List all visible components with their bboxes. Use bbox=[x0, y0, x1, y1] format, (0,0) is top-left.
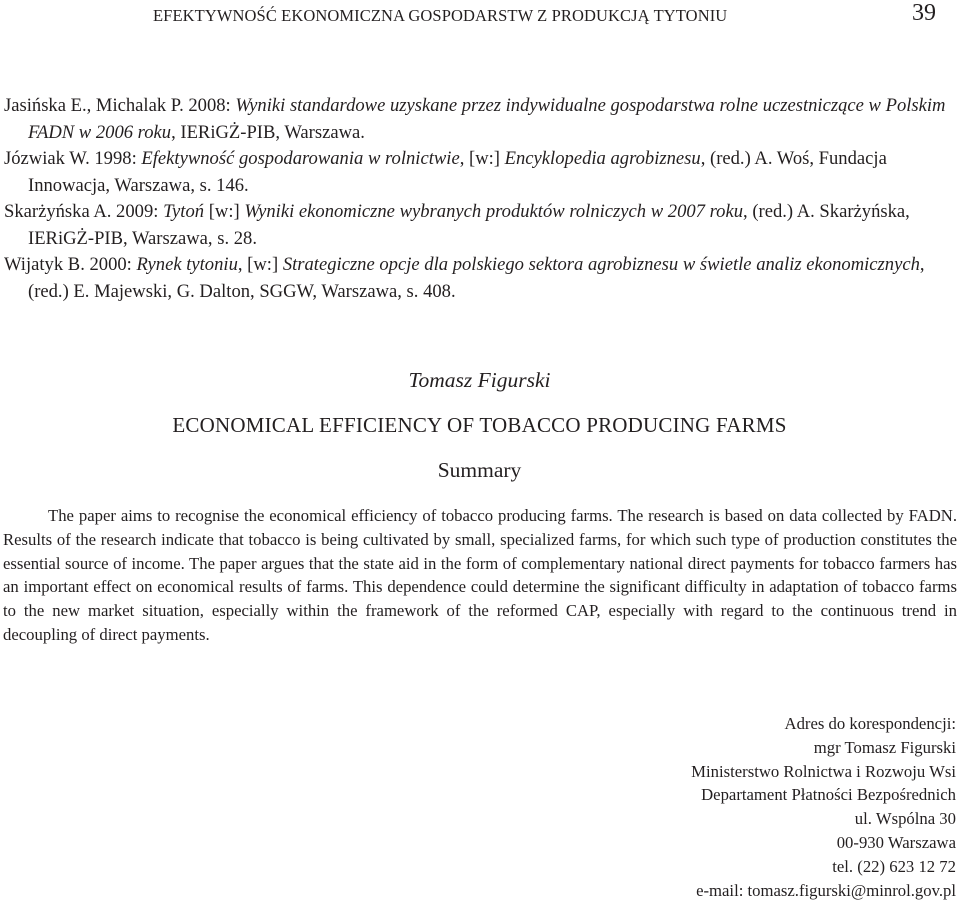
reference-title: Tytoń bbox=[163, 201, 205, 222]
reference-title2: Strategiczne opcje dla polskiego sektora agrobiznesu w świetle analiz ekonomicznych bbox=[282, 254, 920, 275]
address-line: mgr Tomasz Figurski bbox=[813, 737, 956, 757]
reference-tail: , (red.) A. Skarżyńska, IERiGŻ-PIB, Warszawa, s. 28. bbox=[28, 201, 910, 249]
reference-mid: , [w:] bbox=[237, 254, 283, 275]
address-line: tel. (22) 623 12 72 bbox=[832, 856, 956, 876]
reference-lead: Skarżyńska A. 2009: bbox=[4, 201, 164, 222]
address-line: Departament Płatności Bezpośrednich bbox=[701, 785, 956, 805]
address-line: ul. Wspólna 30 bbox=[854, 809, 956, 829]
correspondence-address bbox=[456, 712, 956, 902]
address-line: Ministerstwo Rolnictwa i Rozwoju Wsi bbox=[691, 761, 956, 781]
reference-item bbox=[4, 199, 954, 252]
page-number: 39 bbox=[912, 0, 936, 26]
address-email: e-mail: tomasz.figurski@minrol.gov.pl bbox=[696, 880, 956, 900]
reference-lead: Józwiak W. 1998: bbox=[4, 148, 142, 169]
reference-tail: , (red.) A. Woś, Fundacja Innowacja, Warszawa, s. 146. bbox=[28, 148, 887, 196]
reference-lead: Wijatyk B. 2000: bbox=[4, 254, 137, 275]
reference-mid: [w:] bbox=[204, 201, 245, 222]
page-header bbox=[0, 0, 959, 40]
reference-item bbox=[4, 252, 954, 305]
summary-author: Tomasz Figurski bbox=[408, 368, 551, 392]
reference-item bbox=[4, 93, 954, 146]
running-title: EFEKTYWNOŚĆ EKONOMICZNA GOSPODARSTW Z PRODUKCJĄ TYTONIU bbox=[153, 6, 728, 25]
reference-mid: , IERiGŻ-PIB, Warszawa. bbox=[171, 121, 365, 143]
reference-title: Efektywność gospodarowania w rolnictwie bbox=[141, 148, 460, 169]
reference-item bbox=[4, 146, 954, 199]
summary-heading: Summary bbox=[437, 458, 522, 482]
reference-mid: , [w:] bbox=[459, 148, 505, 169]
reference-lead: Jasińska E., Michalak P. 2008: bbox=[4, 95, 236, 116]
reference-title2: Wyniki ekonomiczne wybranych produktów rolniczych w 2007 roku bbox=[244, 201, 744, 222]
reference-title: Wyniki standardowe uzyskane przez indywidualne gospodarstwa rolne uczestniczące w Polskim FADN w 2006 roku bbox=[28, 95, 946, 143]
summary-text: The paper aims to recognise the economical efficiency of tobacco producing farms. The research is based on data collected by FADN. Results of the research indicate that tobacco is being cultivated by small, specialized farms, for which such type of production constitutes the essential source of income. The paper argues that the state aid in the form of complementary national direct payments for tobacco farmers has an important effect on economical results of farms. This dependence could determine the significant difficulty in adaptation of tobacco farms to the new market situation, especially within the framework of the reformed CAP, especially with regard to the continuous trend in decoupling of direct payments. bbox=[3, 506, 957, 644]
reference-title2: Encyklopedia agrobiznesu bbox=[504, 148, 701, 169]
reference-title: Rynek tytoniu bbox=[136, 254, 238, 275]
reference-tail: , (red.) E. Majewski, G. Dalton, SGGW, Warszawa, s. 408. bbox=[28, 254, 925, 302]
paper-title: ECONOMICAL EFFICIENCY OF TOBACCO PRODUCING FARMS bbox=[172, 413, 787, 437]
address-line: 00-930 Warszawa bbox=[836, 832, 956, 852]
references-list bbox=[4, 93, 954, 305]
address-line: Adres do korespondencji: bbox=[784, 714, 956, 733]
